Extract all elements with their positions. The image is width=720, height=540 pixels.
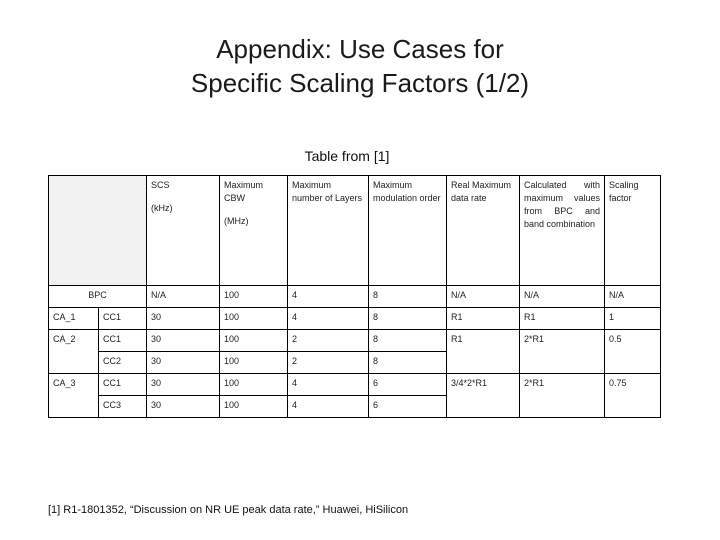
cell-scs: 30 xyxy=(147,330,220,352)
footnote: [1] R1-1801352, “Discussion on NR UE peak data rate,” Huawei, HiSilicon xyxy=(48,504,409,516)
cell-ca: CA_1 xyxy=(49,308,99,330)
scaling-factor-table xyxy=(48,175,661,418)
cell-modulation: 8 xyxy=(369,286,447,308)
cell-real-rate: 3/4*2*R1 xyxy=(447,374,520,418)
cell-layers: 4 xyxy=(288,308,369,330)
cell-cbw: 100 xyxy=(220,352,288,374)
cell-real-rate: N/A xyxy=(447,286,520,308)
cell-calculated: 2*R1 xyxy=(520,330,605,374)
cell-modulation: 6 xyxy=(369,374,447,396)
header-modulation: Maximum modulation order xyxy=(369,176,447,286)
cell-scaling: 1 xyxy=(605,308,661,330)
cell-cc: CC1 xyxy=(99,330,147,352)
title-line-1: Appendix: Use Cases for xyxy=(216,34,504,64)
cell-modulation: 8 xyxy=(369,330,447,352)
cell-modulation: 8 xyxy=(369,352,447,374)
cell-cbw: 100 xyxy=(220,330,288,352)
cell-calculated: N/A xyxy=(520,286,605,308)
bpc-label: BPC xyxy=(49,286,147,308)
cell-cc: CC3 xyxy=(99,396,147,418)
cell-calculated: R1 xyxy=(520,308,605,330)
cell-scaling: N/A xyxy=(605,286,661,308)
cell-ca: CA_3 xyxy=(49,374,99,418)
header-real-rate: Real Maximum data rate xyxy=(447,176,520,286)
cell-cbw: 100 xyxy=(220,308,288,330)
header-row xyxy=(49,176,661,286)
slide-title xyxy=(0,32,720,100)
cell-modulation: 8 xyxy=(369,308,447,330)
title-line-2: Specific Scaling Factors (1/2) xyxy=(190,68,530,98)
cell-calculated: 2*R1 xyxy=(520,374,605,418)
cell-scs: N/A xyxy=(147,286,220,308)
header-scs-unit: (kHz) xyxy=(151,203,173,213)
cell-real-rate: R1 xyxy=(447,308,520,330)
cell-layers: 4 xyxy=(288,286,369,308)
table-row xyxy=(49,374,661,396)
cell-ca: CA_2 xyxy=(49,330,99,374)
cell-cbw: 100 xyxy=(220,286,288,308)
header-cbw xyxy=(220,176,288,286)
cell-scs: 30 xyxy=(147,308,220,330)
cell-real-rate: R1 xyxy=(447,330,520,374)
header-scaling: Scaling factor xyxy=(605,176,661,286)
header-cbw-unit: (MHz) xyxy=(224,216,249,226)
cell-layers: 4 xyxy=(288,374,369,396)
cell-scs: 30 xyxy=(147,352,220,374)
header-calculated: Calculated with maximum values from BPC and band combination xyxy=(520,176,605,286)
cell-scaling: 0.5 xyxy=(605,330,661,374)
cell-cc: CC2 xyxy=(99,352,147,374)
cell-scs: 30 xyxy=(147,374,220,396)
cell-modulation: 6 xyxy=(369,396,447,418)
header-cbw-label: Maximum CBW xyxy=(224,180,264,203)
table-row xyxy=(49,286,661,308)
header-scs xyxy=(147,176,220,286)
cell-layers: 2 xyxy=(288,330,369,352)
cell-cbw: 100 xyxy=(220,374,288,396)
header-layers: Maximum number of Layers xyxy=(288,176,369,286)
cell-scs: 30 xyxy=(147,396,220,418)
cell-layers: 4 xyxy=(288,396,369,418)
cell-cbw: 100 xyxy=(220,396,288,418)
cell-cc: CC1 xyxy=(99,374,147,396)
table-row xyxy=(49,330,661,352)
cell-cc: CC1 xyxy=(99,308,147,330)
cell-scaling: 0.75 xyxy=(605,374,661,418)
cell-layers: 2 xyxy=(288,352,369,374)
table-row xyxy=(49,308,661,330)
header-scs-label: SCS xyxy=(151,180,170,190)
header-corner-cell xyxy=(49,176,147,286)
table-caption: Table from [1] xyxy=(304,148,390,164)
